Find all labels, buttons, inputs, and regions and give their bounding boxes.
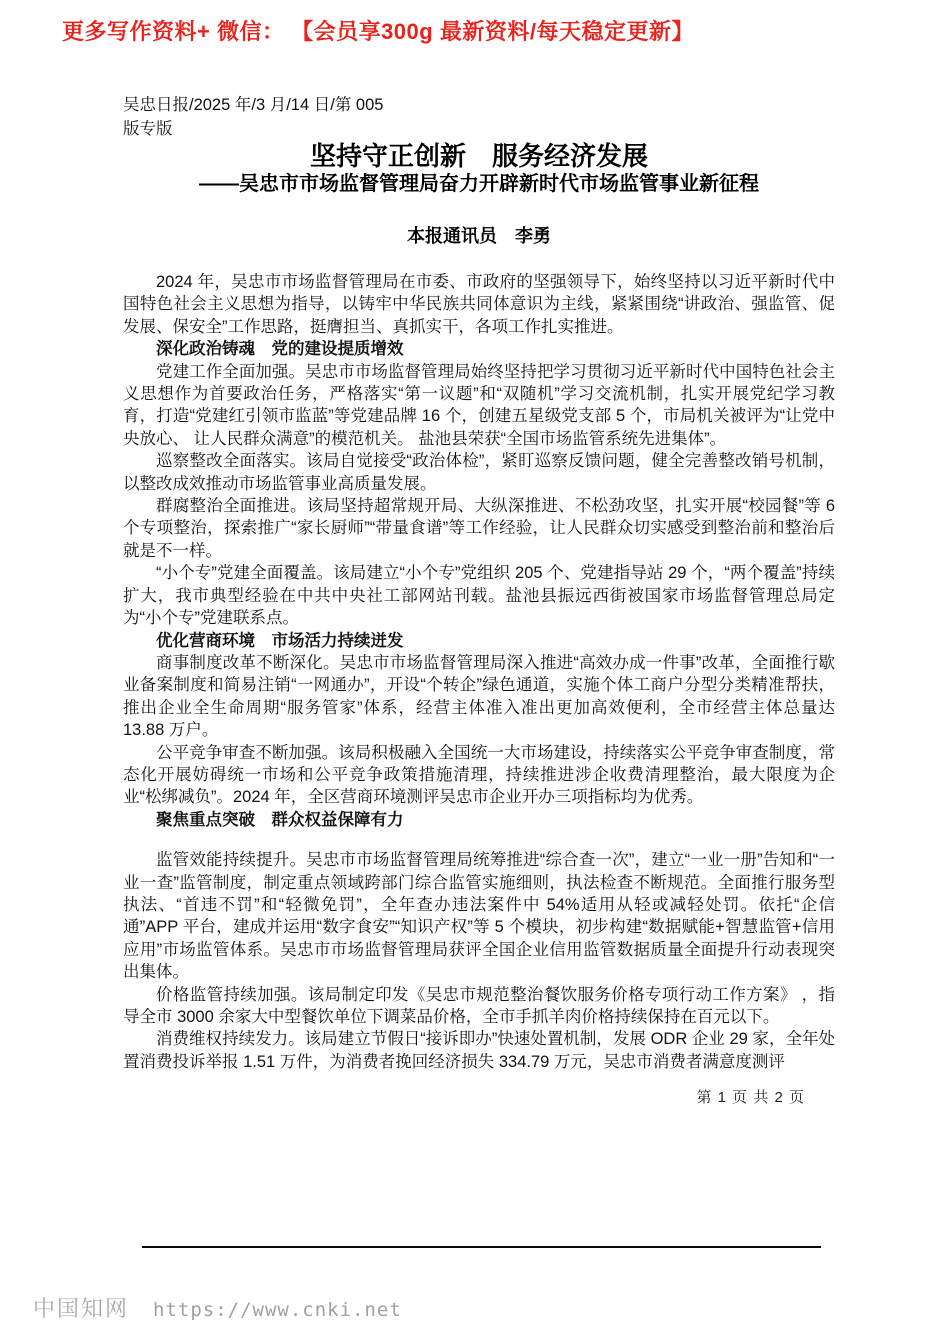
cnki-url: https://www.cnki.net	[153, 1299, 402, 1321]
paragraph: 群腐整治全面推进。该局坚持超常规开局、大纵深推进、不松劲攻坚，扎实开展“校园餐”等 6 个专项整治，探索推广“家长厨师”“带量食谱”等工作经验，让人民群众切实感受到整治前和整治后就是不一样。	[123, 497, 835, 560]
source-line-2: 版专版	[123, 120, 173, 138]
paragraph: 商事制度改革不断深化。吴忠市市场监督管理局深入推进“高效办成一件事”改革，全面推行歇业备案制度和简易注销“一网通办”，开设“个转企”绿色通道，实施个体工商户分型分类精准帮扶，推出企业全生命周期“服务管家”体系，经营主体准入准出更加高效便利，全市经营主体总量达 13.88 万户。	[123, 653, 835, 740]
paragraph: 价格监管持续加强。该局制定印发《吴忠市规范整治餐饮服务价格专项行动工作方案》 ，指导全市 3000 余家大中型餐饮单位下调菜品价格，全市手抓羊肉价格持续保持在百元以下。	[123, 985, 835, 1026]
paragraph: 2024 年，吴忠市市场监督管理局在市委、市政府的坚强领导下，始终坚持以习近平新时代中国特色社会主义思想为指导，以铸牢中华民族共同体意识为主线，紧紧围绕“讲政治、强监管、促发展、保安全”工作思路，挺膺担当、真抓实干，各项工作扎实推进。	[123, 273, 835, 336]
document-page	[123, 93, 835, 1073]
section-heading: 优化营商环境 市场活力持续迸发	[156, 631, 404, 650]
article-title: 坚持守正创新 服务经济发展	[309, 141, 648, 171]
paragraph: 消费维权持续发力。该局建立节假日“接诉即办”快速处置机制，发展 ODR 企业 29 家，全年处置消费投诉举报 1.51 万件，为消费者挽回经济损失 334.79 万元，吴忠市消费者满意度测评	[123, 1030, 835, 1071]
paragraph: 巡察整改全面落实。该局自觉接受“政治体检”，紧盯巡察反馈问题，健全完善整改销号机制，以整改成效推动市场监管事业高质量发展。	[123, 452, 835, 493]
paragraph: 公平竞争审查不断加强。该局积极融入全国统一大市场建设，持续落实公平竞争审查制度，常态化开展妨碍统一市场和公平竞争政策措施清理，持续推进涉企收费清理整治，最大限度为企业“松绑减负”。2024 年，全区营商环境测评吴忠市企业开办三项指标均为优秀。	[123, 743, 835, 807]
footer-divider-line	[142, 1246, 821, 1248]
promo-banner-text: 更多写作资料+ 微信： 【会员享300g 最新资料/每天稳定更新】	[62, 19, 694, 44]
section-heading: 聚焦重点突破 群众权益保障有力	[156, 810, 404, 829]
article-subtitle: ——吴忠市市场监督管理局奋力开辟新时代市场监管事业新征程	[199, 173, 759, 195]
source-line-1: 吴忠日报/2025 年/3 月/14 日/第 005	[123, 96, 384, 114]
article-byline: 本报通讯员 李勇	[407, 226, 551, 246]
cnki-logo-text: 中国知网	[33, 1296, 130, 1321]
paragraph: 党建工作全面加强。吴忠市市场监督管理局始终坚持把学习贯彻习近平新时代中国特色社会主义思想作为首要政治任务，严格落实“第一议题”和“双随机”学习交流机制，扎实开展党纪学习教育，打造“党建红引领市监蓝”等党建品牌 16 个，创建五星级党支部 5 个，市局机关被评为“让党中央放心、 让人民群众满意”的模范机关。 盐池县荣获“全国市场监管系统先进集体”。	[123, 362, 835, 448]
page-number-indicator: 第 1 页 共 2 页	[696, 1089, 805, 1106]
article-body	[123, 271, 835, 1073]
section-heading: 深化政治铸魂 党的建设提质增效	[156, 340, 404, 359]
paragraph: 监管效能持续提升。吴忠市市场监督管理局统筹推进“综合查一次”，建立“一业一册”告知和“一业一查”监管制度，制定重点领域跨部门综合监管实施细则，执法检查不断规范。全面推行服务型执法、“首违不罚”和“轻微免罚”，全年查办违法案件中 54%适用从轻或减轻处罚。依托“企信通”APP 平台，建成并运用“数字食安”“知识产权”等 5 个模块，初步构建“数据赋能+智慧监管+信用应用”市场监管体系。吴忠市市场监督管理局获评全国企业信用监管数据质量全面提升行动表现突出集体。	[123, 851, 835, 982]
paragraph: “小个专”党建全面覆盖。该局建立“小个专”党组织 205 个、党建指导站 29 个，“两个覆盖”持续扩大，我市典型经验在中共中央社工部网站刊载。盐池县振远西街被国家市场监督管理总局定为“小个专”党建联系点。	[123, 564, 835, 628]
site-footer	[33, 1292, 402, 1323]
